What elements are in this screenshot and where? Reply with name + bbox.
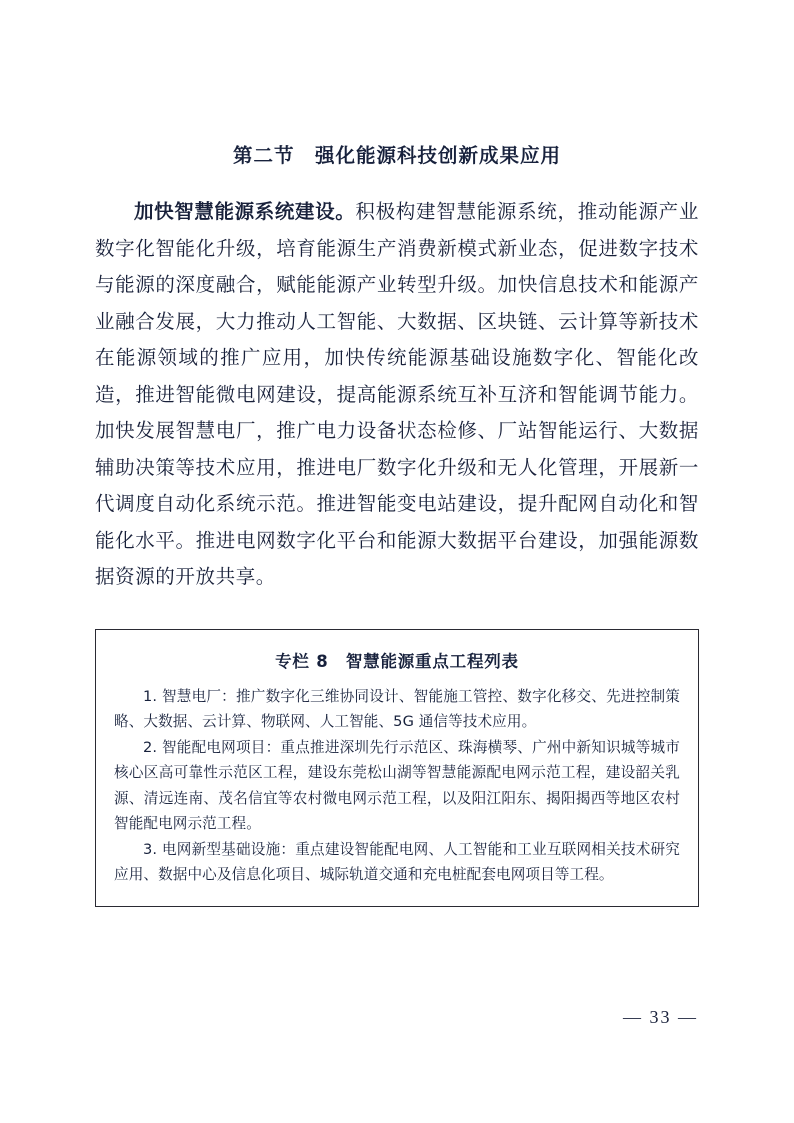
callout-item: 3. 电网新型基础设施：重点建设智能配电网、人工智能和工业互联网相关技术研究应用、数据中心及信息化项目、城际轨道交通和充电桩配套电网项目等工程。 [114,840,680,883]
body-paragraph [95,194,699,597]
paragraph-body: 积极构建智慧能源系统，推动能源产业数字化智能化升级，培育能源生产消费新模式新业态，促进数字技术与能源的深度融合，赋能能源产业转型升级。加快信息技术和能源产业融合发展，大力推动人工智能、大数据、区块链、云计算等新技术在能源领域的推广应用，加快传统能源基础设施数字化、智能化改造，推进智能微电网建设，提高能源系统互补互济和智能调节能力。加快发展智慧电厂，推广电力设备状态检修、厂站智能运行、大数据辅助决策等技术应用，推进电厂数字化升级和无人化管理，开展新一代调度自动化系统示范。推进智能变电站建设，提升配网自动化和智能化水平。推进电网数字化平台和能源大数据平台建设，加强能源数据资源的开放共享。 [95,202,699,588]
callout-box [95,629,699,907]
page-number: — 33 — [623,1007,698,1027]
page-content [95,140,699,907]
callout-item: 2. 智能配电网项目：重点推进深圳先行示范区、珠海横琴、广州中新知识城等城市核心区高可靠性示范区工程，建设东莞松山湖等智慧能源配电网示范工程，建设韶关乳源、清远连南、茂名信宜等农村微电网示范工程，以及阳江阳东、揭阳揭西等地区农村智能配电网示范工程。 [114,738,680,832]
paragraph-lead: 加快智慧能源系统建设。 [134,200,356,223]
callout-item: 1. 智慧电厂：推广数字化三维协同设计、智能施工管控、数字化移交、先进控制策略、大数据、云计算、物联网、人工智能、5G 通信等技术应用。 [114,687,680,730]
section-title: 第二节 强化能源科技创新成果应用 [232,144,561,167]
callout-title: 专栏 8 智慧能源重点工程列表 [275,651,519,671]
